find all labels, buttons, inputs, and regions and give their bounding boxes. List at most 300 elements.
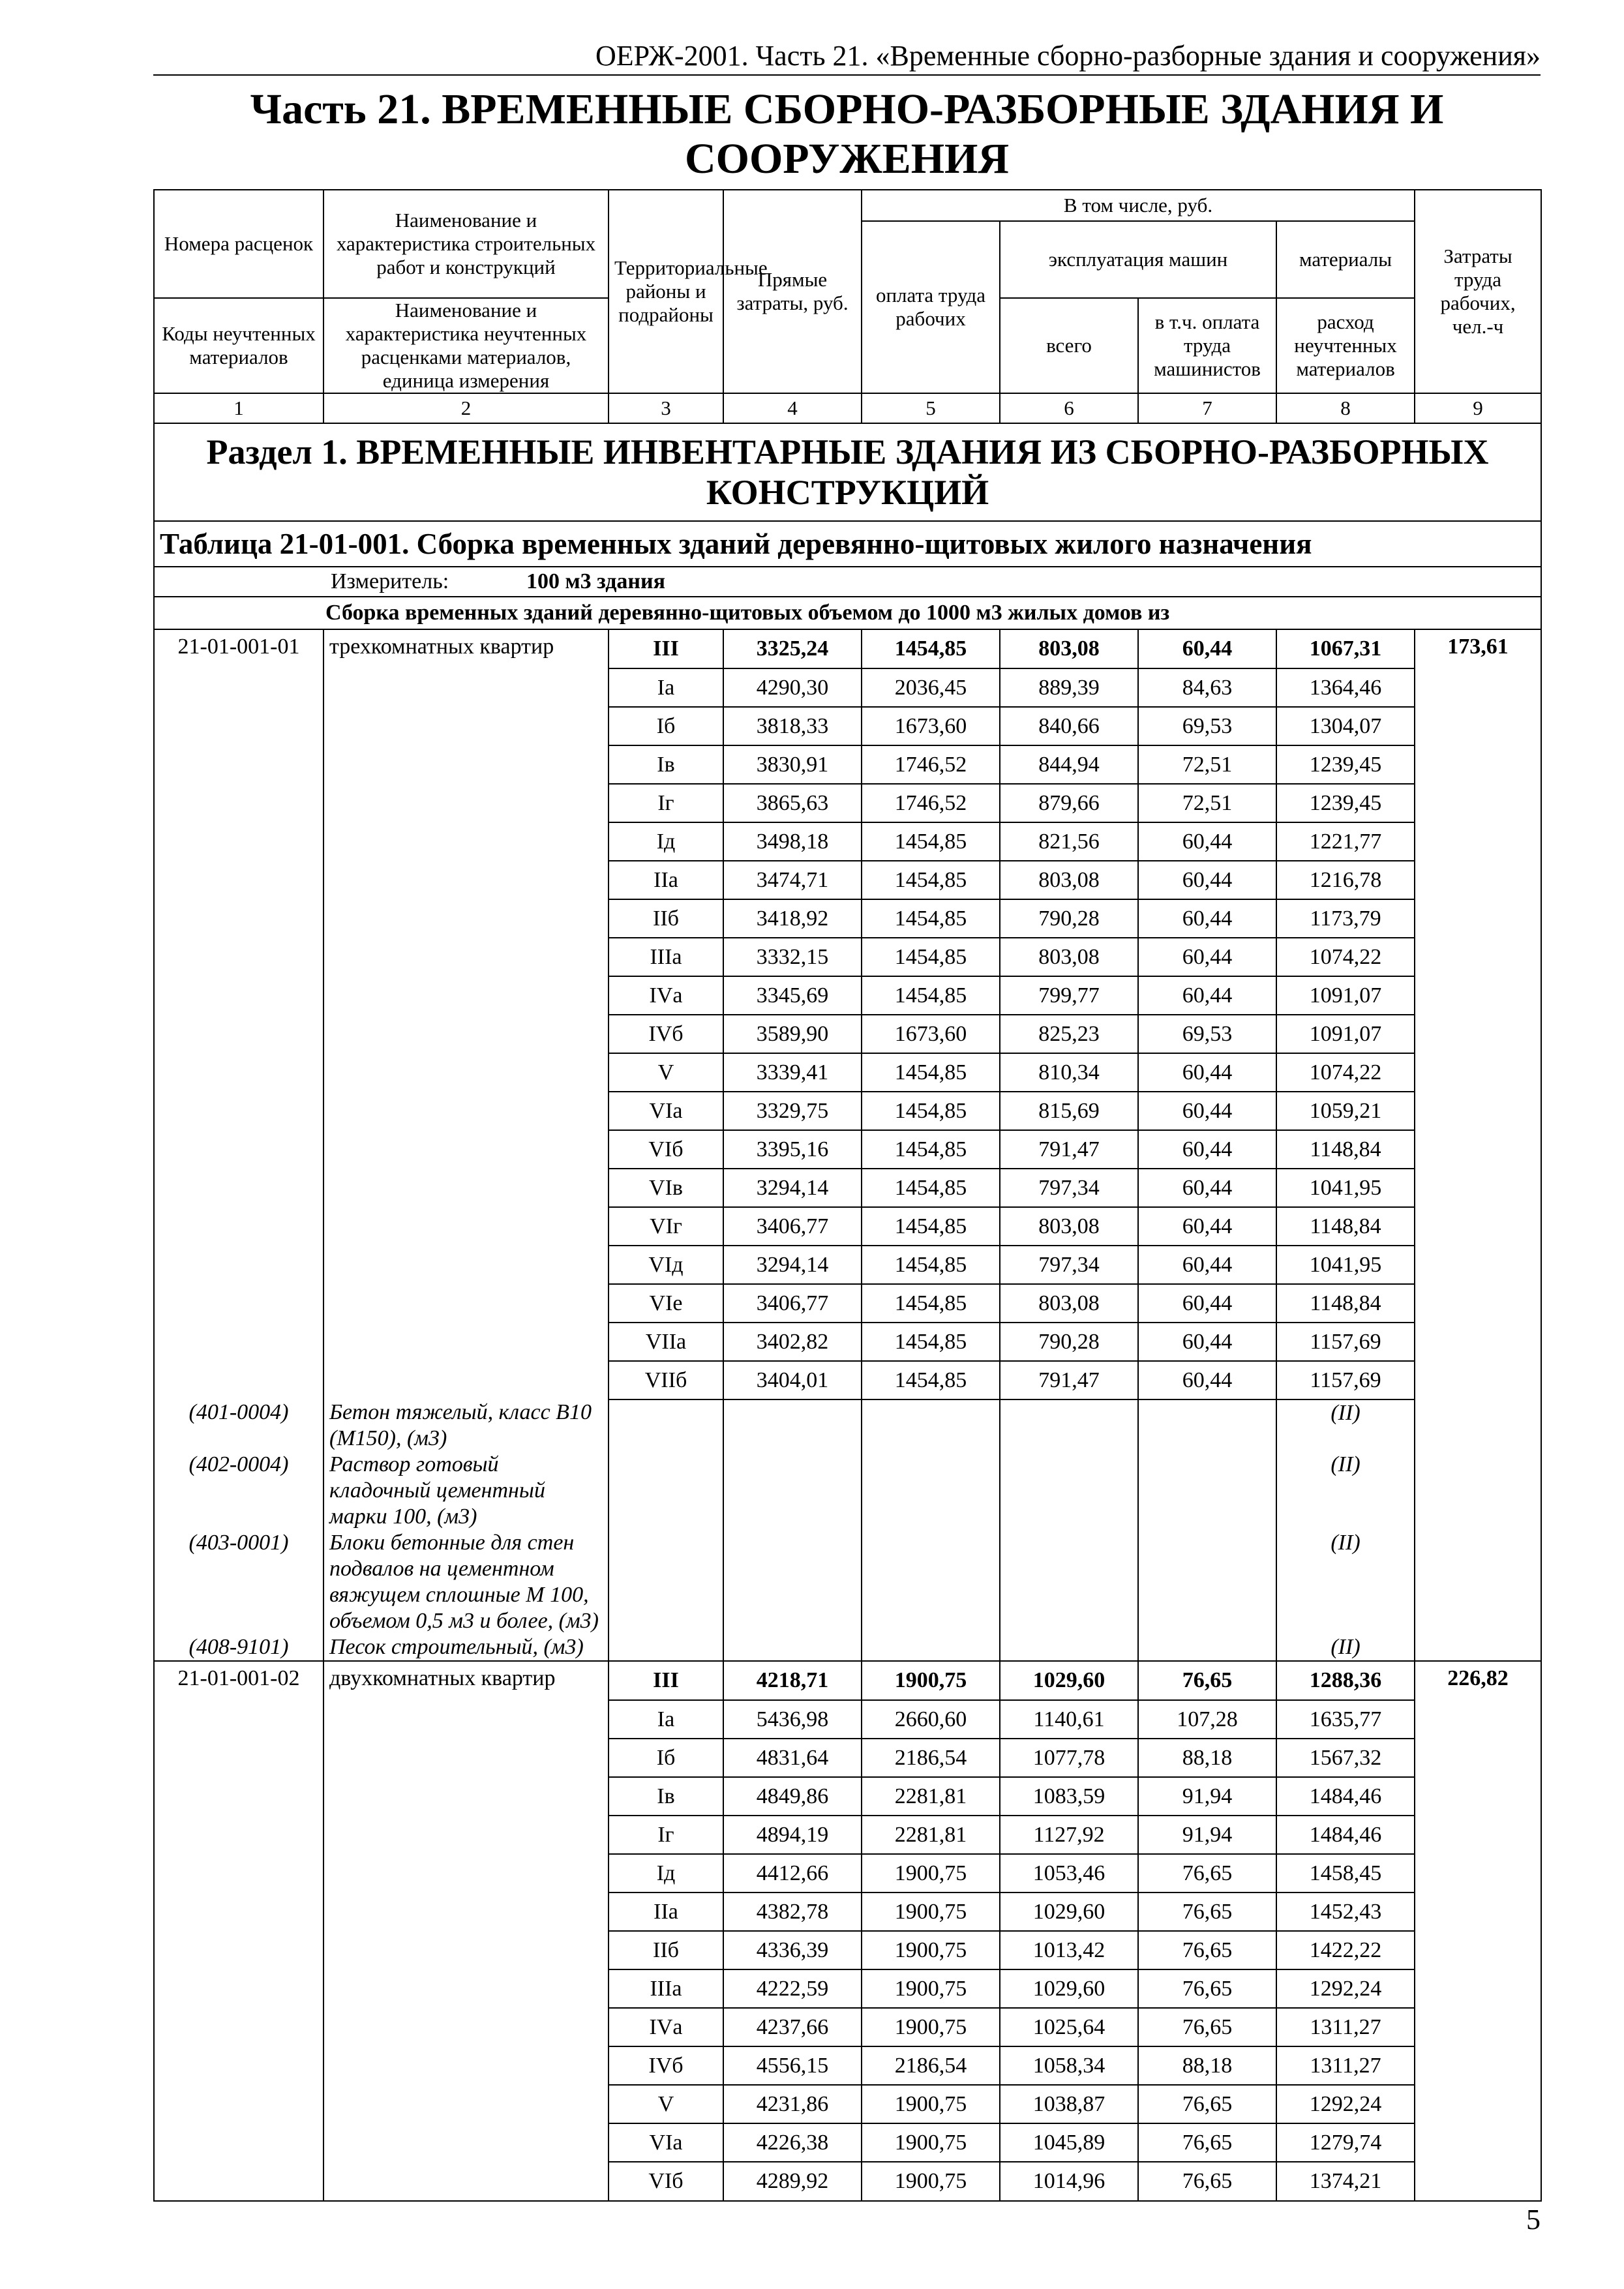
work-name — [323, 2046, 609, 2085]
region-cell: Iв — [609, 1777, 723, 1816]
work-name — [323, 1361, 609, 1399]
work-name — [323, 1854, 609, 1893]
direct-costs-cell: 4382,78 — [723, 1893, 862, 1931]
work-name — [323, 1323, 609, 1361]
table-row — [154, 1130, 1541, 1169]
rate-code — [154, 1931, 323, 1969]
table-row — [154, 2085, 1541, 2123]
direct-costs-cell: 3406,77 — [723, 1284, 862, 1323]
material-quantity: (II) — [1276, 1634, 1415, 1661]
empty-cell — [609, 1530, 723, 1634]
materials-cell: 1074,22 — [1276, 1053, 1415, 1092]
operator-wages-cell: 76,65 — [1138, 2008, 1276, 2046]
direct-costs-cell: 4894,19 — [723, 1816, 862, 1854]
labor-cost — [1415, 1053, 1541, 1092]
work-name — [323, 1893, 609, 1931]
operator-wages-cell: 60,44 — [1138, 1284, 1276, 1323]
operator-wages-cell: 76,65 — [1138, 1969, 1276, 2008]
including-header: В том числе, руб. — [862, 190, 1415, 221]
direct-costs-cell: 3402,82 — [723, 1323, 862, 1361]
labor-cost — [1415, 1931, 1541, 1969]
wages-cell: 1900,75 — [862, 1661, 1000, 1700]
table-row — [154, 1169, 1541, 1207]
operator-wages-cell: 76,65 — [1138, 1854, 1276, 1893]
work-name — [323, 822, 609, 861]
direct-costs-cell: 3325,24 — [723, 629, 862, 668]
material-code: (403-0001) — [154, 1530, 323, 1634]
machines-total-cell: 790,28 — [1000, 899, 1138, 938]
machines-total-cell: 815,69 — [1000, 1092, 1138, 1130]
column-number: 4 — [723, 393, 862, 423]
rate-code — [154, 899, 323, 938]
work-name — [323, 1246, 609, 1284]
machines-total-cell: 825,23 — [1000, 1015, 1138, 1053]
work-name — [323, 938, 609, 976]
rate-code — [154, 1169, 323, 1207]
wages-cell: 1673,60 — [862, 707, 1000, 745]
empty-cell — [723, 1452, 862, 1530]
labor-cost — [1415, 1246, 1541, 1284]
machines-total-cell: 791,47 — [1000, 1361, 1138, 1399]
rate-code — [154, 1893, 323, 1931]
direct-costs-cell: 3294,14 — [723, 1169, 862, 1207]
wages-cell: 1900,75 — [862, 1893, 1000, 1931]
rate-code — [154, 938, 323, 976]
empty-cell — [723, 1399, 862, 1452]
table-row — [154, 1739, 1541, 1777]
operator-wages-cell: 60,44 — [1138, 899, 1276, 938]
machines-total-cell: 879,66 — [1000, 784, 1138, 822]
col8-header: расход неучтенных материалов — [1276, 298, 1415, 393]
labor-cost — [1415, 745, 1541, 784]
region-cell: VIг — [609, 1207, 723, 1246]
empty-cell — [1138, 1452, 1276, 1530]
region-cell: VIв — [609, 1169, 723, 1207]
operator-wages-cell: 60,44 — [1138, 1053, 1276, 1092]
labor-cost — [1415, 1130, 1541, 1169]
wages-cell: 1454,85 — [862, 1092, 1000, 1130]
materials-cell: 1422,22 — [1276, 1931, 1415, 1969]
machines-total-cell: 1127,92 — [1000, 1816, 1138, 1854]
rate-code — [154, 707, 323, 745]
region-cell: VIа — [609, 2123, 723, 2162]
labor-cost — [1415, 1777, 1541, 1816]
wages-cell: 1454,85 — [862, 1207, 1000, 1246]
direct-costs-cell: 3474,71 — [723, 861, 862, 899]
region-cell: VIб — [609, 2162, 723, 2201]
column-number: 1 — [154, 393, 323, 423]
work-name: трехкомнатных квартир — [323, 629, 609, 668]
region-cell: IVб — [609, 2046, 723, 2085]
labor-cost — [1415, 2008, 1541, 2046]
machines-total-cell: 797,34 — [1000, 1246, 1138, 1284]
table-row — [154, 1893, 1541, 1931]
machines-total-cell: 1140,61 — [1000, 1700, 1138, 1739]
materials-cell: 1239,45 — [1276, 784, 1415, 822]
machines-total-cell: 1014,96 — [1000, 2162, 1138, 2201]
region-cell: IIб — [609, 1931, 723, 1969]
work-name: двухкомнатных квартир — [323, 1661, 609, 1700]
table-row — [154, 1246, 1541, 1284]
direct-costs-cell: 3294,14 — [723, 1246, 862, 1284]
direct-costs-cell: 4231,86 — [723, 2085, 862, 2123]
labor-cost — [1415, 2085, 1541, 2123]
operator-wages-cell: 69,53 — [1138, 707, 1276, 745]
direct-costs-cell: 3589,90 — [723, 1015, 862, 1053]
rate-code — [154, 1092, 323, 1130]
direct-costs-cell: 4556,15 — [723, 2046, 862, 2085]
region-cell: V — [609, 1053, 723, 1092]
table-row — [154, 745, 1541, 784]
machines-total-cell: 1013,42 — [1000, 1931, 1138, 1969]
col9-header: Затраты труда рабочих, чел.-ч — [1415, 190, 1541, 393]
machines-total-cell: 790,28 — [1000, 1323, 1138, 1361]
materials-cell: 1041,95 — [1276, 1169, 1415, 1207]
direct-costs-cell: 3830,91 — [723, 745, 862, 784]
labor-cost — [1415, 707, 1541, 745]
table-row — [154, 668, 1541, 707]
material-code: (402-0004) — [154, 1452, 323, 1530]
work-name — [323, 2008, 609, 2046]
work-name — [323, 1700, 609, 1739]
materials-cell: 1288,36 — [1276, 1661, 1415, 1700]
wages-cell: 1900,75 — [862, 1931, 1000, 1969]
region-cell: Iа — [609, 668, 723, 707]
region-cell: IIIа — [609, 1969, 723, 2008]
materials-cell: 1292,24 — [1276, 2085, 1415, 2123]
machines-total-cell: 840,66 — [1000, 707, 1138, 745]
labor-cost — [1415, 1323, 1541, 1361]
machines-total-cell: 1058,34 — [1000, 2046, 1138, 2085]
rate-code: 21-01-001-01 — [154, 629, 323, 668]
operator-wages-cell: 60,44 — [1138, 1169, 1276, 1207]
rate-code — [154, 2085, 323, 2123]
work-name — [323, 1777, 609, 1816]
machines-total-cell: 1053,46 — [1000, 1854, 1138, 1893]
machines-total-cell: 803,08 — [1000, 629, 1138, 668]
machines-total-cell: 791,47 — [1000, 1130, 1138, 1169]
materials-cell: 1067,31 — [1276, 629, 1415, 668]
operator-wages-cell: 69,53 — [1138, 1015, 1276, 1053]
work-name — [323, 1130, 609, 1169]
operator-wages-cell: 60,44 — [1138, 1323, 1276, 1361]
labor-cost — [1415, 2123, 1541, 2162]
column-number: 2 — [323, 393, 609, 423]
empty-cell — [609, 1634, 723, 1661]
region-cell: Iг — [609, 1816, 723, 1854]
materials-cell: 1374,21 — [1276, 2162, 1415, 2201]
wages-cell: 1454,85 — [862, 1053, 1000, 1092]
direct-costs-cell: 3332,15 — [723, 938, 862, 976]
machines-total-cell: 803,08 — [1000, 1284, 1138, 1323]
wages-cell: 1746,52 — [862, 745, 1000, 784]
rate-code — [154, 1246, 323, 1284]
wages-cell: 1454,85 — [862, 861, 1000, 899]
region-cell: VIб — [609, 1130, 723, 1169]
labor-cost — [1415, 1854, 1541, 1893]
wages-cell: 2281,81 — [862, 1816, 1000, 1854]
material-name: Раствор готовый кладочный цементный марки 100, (м3) — [323, 1452, 609, 1530]
operator-wages-cell: 60,44 — [1138, 938, 1276, 976]
operator-wages-cell: 76,65 — [1138, 2162, 1276, 2201]
direct-costs-cell: 4831,64 — [723, 1739, 862, 1777]
labor-cost — [1415, 1969, 1541, 2008]
material-code: (408-9101) — [154, 1634, 323, 1661]
empty-cell — [1415, 1634, 1541, 1661]
work-name — [323, 1816, 609, 1854]
rate-code — [154, 1053, 323, 1092]
table-row — [154, 2008, 1541, 2046]
direct-costs-cell: 3818,33 — [723, 707, 862, 745]
table-row — [154, 1207, 1541, 1246]
work-name — [323, 1207, 609, 1246]
materials-header: материалы — [1276, 221, 1415, 298]
region-cell: IIа — [609, 1893, 723, 1931]
measure-line — [154, 567, 1541, 597]
column-number: 5 — [862, 393, 1000, 423]
machines-total-cell: 1029,60 — [1000, 1661, 1138, 1700]
empty-cell — [1138, 1399, 1276, 1452]
empty-cell — [609, 1452, 723, 1530]
region-cell: IVб — [609, 1015, 723, 1053]
table-row — [154, 1854, 1541, 1893]
operator-wages-cell: 76,65 — [1138, 1661, 1276, 1700]
work-name — [323, 1969, 609, 2008]
operator-wages-cell: 60,44 — [1138, 1246, 1276, 1284]
machines-total-cell: 844,94 — [1000, 745, 1138, 784]
empty-cell — [1000, 1530, 1138, 1634]
materials-cell: 1173,79 — [1276, 899, 1415, 938]
machines-total-cell: 821,56 — [1000, 822, 1138, 861]
wages-cell: 1454,85 — [862, 976, 1000, 1015]
work-name — [323, 2123, 609, 2162]
materials-cell: 1157,69 — [1276, 1361, 1415, 1399]
table-row — [154, 1661, 1541, 1700]
region-cell: Iб — [609, 707, 723, 745]
labor-cost — [1415, 1816, 1541, 1854]
labor-cost — [1415, 784, 1541, 822]
region-cell: V — [609, 2085, 723, 2123]
material-row — [154, 1530, 1541, 1634]
col2-bottom-header: Наименование и характеристика неучтенных расценками материалов, единица измерения — [323, 298, 609, 393]
wages-cell: 1673,60 — [862, 1015, 1000, 1053]
materials-cell: 1091,07 — [1276, 976, 1415, 1015]
operator-wages-cell: 72,51 — [1138, 784, 1276, 822]
region-cell: III — [609, 629, 723, 668]
direct-costs-cell: 3406,77 — [723, 1207, 862, 1246]
wages-cell: 1454,85 — [862, 899, 1000, 938]
direct-costs-cell: 4849,86 — [723, 1777, 862, 1816]
rate-code — [154, 745, 323, 784]
wages-cell: 2186,54 — [862, 2046, 1000, 2085]
work-name — [323, 976, 609, 1015]
work-name — [323, 1169, 609, 1207]
col3-header: Территориальные районы и подрайоны — [609, 190, 723, 393]
materials-cell: 1484,46 — [1276, 1777, 1415, 1816]
rate-code — [154, 1361, 323, 1399]
table-row — [154, 2162, 1541, 2201]
operator-wages-cell: 107,28 — [1138, 1700, 1276, 1739]
rate-code — [154, 1777, 323, 1816]
rate-code — [154, 1969, 323, 2008]
labor-cost — [1415, 1169, 1541, 1207]
machines-total-cell: 803,08 — [1000, 938, 1138, 976]
part-title: Часть 21. ВРЕМЕННЫЕ СБОРНО-РАЗБОРНЫЕ ЗДАНИЯ И СООРУЖЕНИЯ — [250, 85, 1444, 183]
column-numbers-row — [154, 393, 1541, 423]
rate-code — [154, 1284, 323, 1323]
materials-cell: 1091,07 — [1276, 1015, 1415, 1053]
labor-cost — [1415, 1015, 1541, 1053]
wages-cell: 1454,85 — [862, 938, 1000, 976]
machines-total-cell: 803,08 — [1000, 1207, 1138, 1246]
materials-cell: 1157,69 — [1276, 1323, 1415, 1361]
table-row — [154, 707, 1541, 745]
work-name — [323, 899, 609, 938]
materials-cell: 1041,95 — [1276, 1246, 1415, 1284]
rate-code: 21-01-001-02 — [154, 1661, 323, 1700]
empty-cell — [1138, 1530, 1276, 1634]
labor-cost — [1415, 1207, 1541, 1246]
direct-costs-cell: 4218,71 — [723, 1661, 862, 1700]
wages-cell: 1900,75 — [862, 2008, 1000, 2046]
empty-cell — [862, 1452, 1000, 1530]
labor-cost — [1415, 2162, 1541, 2201]
work-name — [323, 1931, 609, 1969]
rate-code — [154, 668, 323, 707]
work-name — [323, 668, 609, 707]
col1-top-header: Номера расценок — [154, 190, 323, 298]
operator-wages-cell: 72,51 — [1138, 745, 1276, 784]
wages-cell: 1454,85 — [862, 822, 1000, 861]
materials-cell: 1148,84 — [1276, 1284, 1415, 1323]
work-name — [323, 784, 609, 822]
table-row — [154, 784, 1541, 822]
materials-cell: 1292,24 — [1276, 1969, 1415, 2008]
table-row — [154, 1092, 1541, 1130]
labor-cost — [1415, 1700, 1541, 1739]
operator-wages-cell: 76,65 — [1138, 2085, 1276, 2123]
region-cell: Iб — [609, 1739, 723, 1777]
empty-cell — [609, 1399, 723, 1452]
region-cell: III — [609, 1661, 723, 1700]
work-name — [323, 707, 609, 745]
region-cell: IIа — [609, 861, 723, 899]
operator-wages-cell: 88,18 — [1138, 2046, 1276, 2085]
operator-wages-cell: 88,18 — [1138, 1739, 1276, 1777]
direct-costs-cell: 4289,92 — [723, 2162, 862, 2201]
table-row — [154, 1284, 1541, 1323]
materials-cell: 1148,84 — [1276, 1130, 1415, 1169]
table-row — [154, 976, 1541, 1015]
region-cell: Iа — [609, 1700, 723, 1739]
machines-total-cell: 797,34 — [1000, 1169, 1138, 1207]
material-code: (401-0004) — [154, 1399, 323, 1452]
material-quantity: (II) — [1276, 1530, 1415, 1634]
operator-wages-cell: 60,44 — [1138, 1092, 1276, 1130]
labor-cost: 173,61 — [1415, 629, 1541, 668]
materials-cell: 1364,46 — [1276, 668, 1415, 707]
empty-cell — [862, 1530, 1000, 1634]
table-row — [154, 2046, 1541, 2085]
table-row — [154, 1777, 1541, 1816]
col6-header: всего — [1000, 298, 1138, 393]
material-row — [154, 1634, 1541, 1661]
wages-cell: 1900,75 — [862, 1969, 1000, 2008]
region-cell: IVа — [609, 2008, 723, 2046]
rate-code — [154, 2123, 323, 2162]
labor-cost: 226,82 — [1415, 1661, 1541, 1700]
materials-cell: 1311,27 — [1276, 2046, 1415, 2085]
region-cell: VIIб — [609, 1361, 723, 1399]
empty-cell — [1415, 1399, 1541, 1452]
table-row — [154, 1361, 1541, 1399]
machines-total-cell: 1038,87 — [1000, 2085, 1138, 2123]
empty-cell — [1000, 1634, 1138, 1661]
region-cell: Iд — [609, 822, 723, 861]
materials-cell: 1304,07 — [1276, 707, 1415, 745]
table-row — [154, 2123, 1541, 2162]
materials-cell: 1311,27 — [1276, 2008, 1415, 2046]
col7-header: в т.ч. оплата труда машинистов — [1138, 298, 1276, 393]
table-row — [154, 899, 1541, 938]
rate-code — [154, 2046, 323, 2085]
wages-cell: 1746,52 — [862, 784, 1000, 822]
machines-total-cell: 1025,64 — [1000, 2008, 1138, 2046]
wages-cell: 2186,54 — [862, 1739, 1000, 1777]
material-quantity: (II) — [1276, 1452, 1415, 1530]
labor-cost — [1415, 668, 1541, 707]
rate-code — [154, 1015, 323, 1053]
machines-total-cell: 1029,60 — [1000, 1893, 1138, 1931]
wages-cell: 1454,85 — [862, 1284, 1000, 1323]
direct-costs-cell: 3339,41 — [723, 1053, 862, 1092]
operator-wages-cell: 60,44 — [1138, 1207, 1276, 1246]
region-cell: IIб — [609, 899, 723, 938]
region-cell: Iд — [609, 1854, 723, 1893]
column-number: 3 — [609, 393, 723, 423]
labor-cost — [1415, 1739, 1541, 1777]
table-row — [154, 629, 1541, 668]
empty-cell — [1415, 1530, 1541, 1634]
work-name — [323, 745, 609, 784]
column-number: 8 — [1276, 393, 1415, 423]
rate-code — [154, 822, 323, 861]
direct-costs-cell: 3404,01 — [723, 1361, 862, 1399]
column-number: 7 — [1138, 393, 1276, 423]
empty-cell — [723, 1634, 862, 1661]
rate-code — [154, 2008, 323, 2046]
materials-cell: 1484,46 — [1276, 1816, 1415, 1854]
table-row — [154, 1969, 1541, 2008]
operator-wages-cell: 84,63 — [1138, 668, 1276, 707]
operator-wages-cell: 60,44 — [1138, 629, 1276, 668]
wages-cell: 1900,75 — [862, 1854, 1000, 1893]
work-name — [323, 1284, 609, 1323]
materials-cell: 1148,84 — [1276, 1207, 1415, 1246]
rate-code — [154, 784, 323, 822]
labor-cost — [1415, 2046, 1541, 2085]
operator-wages-cell: 91,94 — [1138, 1816, 1276, 1854]
machines-total-cell: 1077,78 — [1000, 1739, 1138, 1777]
operator-wages-cell: 60,44 — [1138, 861, 1276, 899]
materials-cell: 1567,32 — [1276, 1739, 1415, 1777]
material-name: Бетон тяжелый, класс В10 (М150), (м3) — [323, 1399, 609, 1452]
rate-code — [154, 1854, 323, 1893]
material-row — [154, 1452, 1541, 1530]
region-cell: IIIа — [609, 938, 723, 976]
work-name — [323, 2162, 609, 2201]
rate-code — [154, 1130, 323, 1169]
